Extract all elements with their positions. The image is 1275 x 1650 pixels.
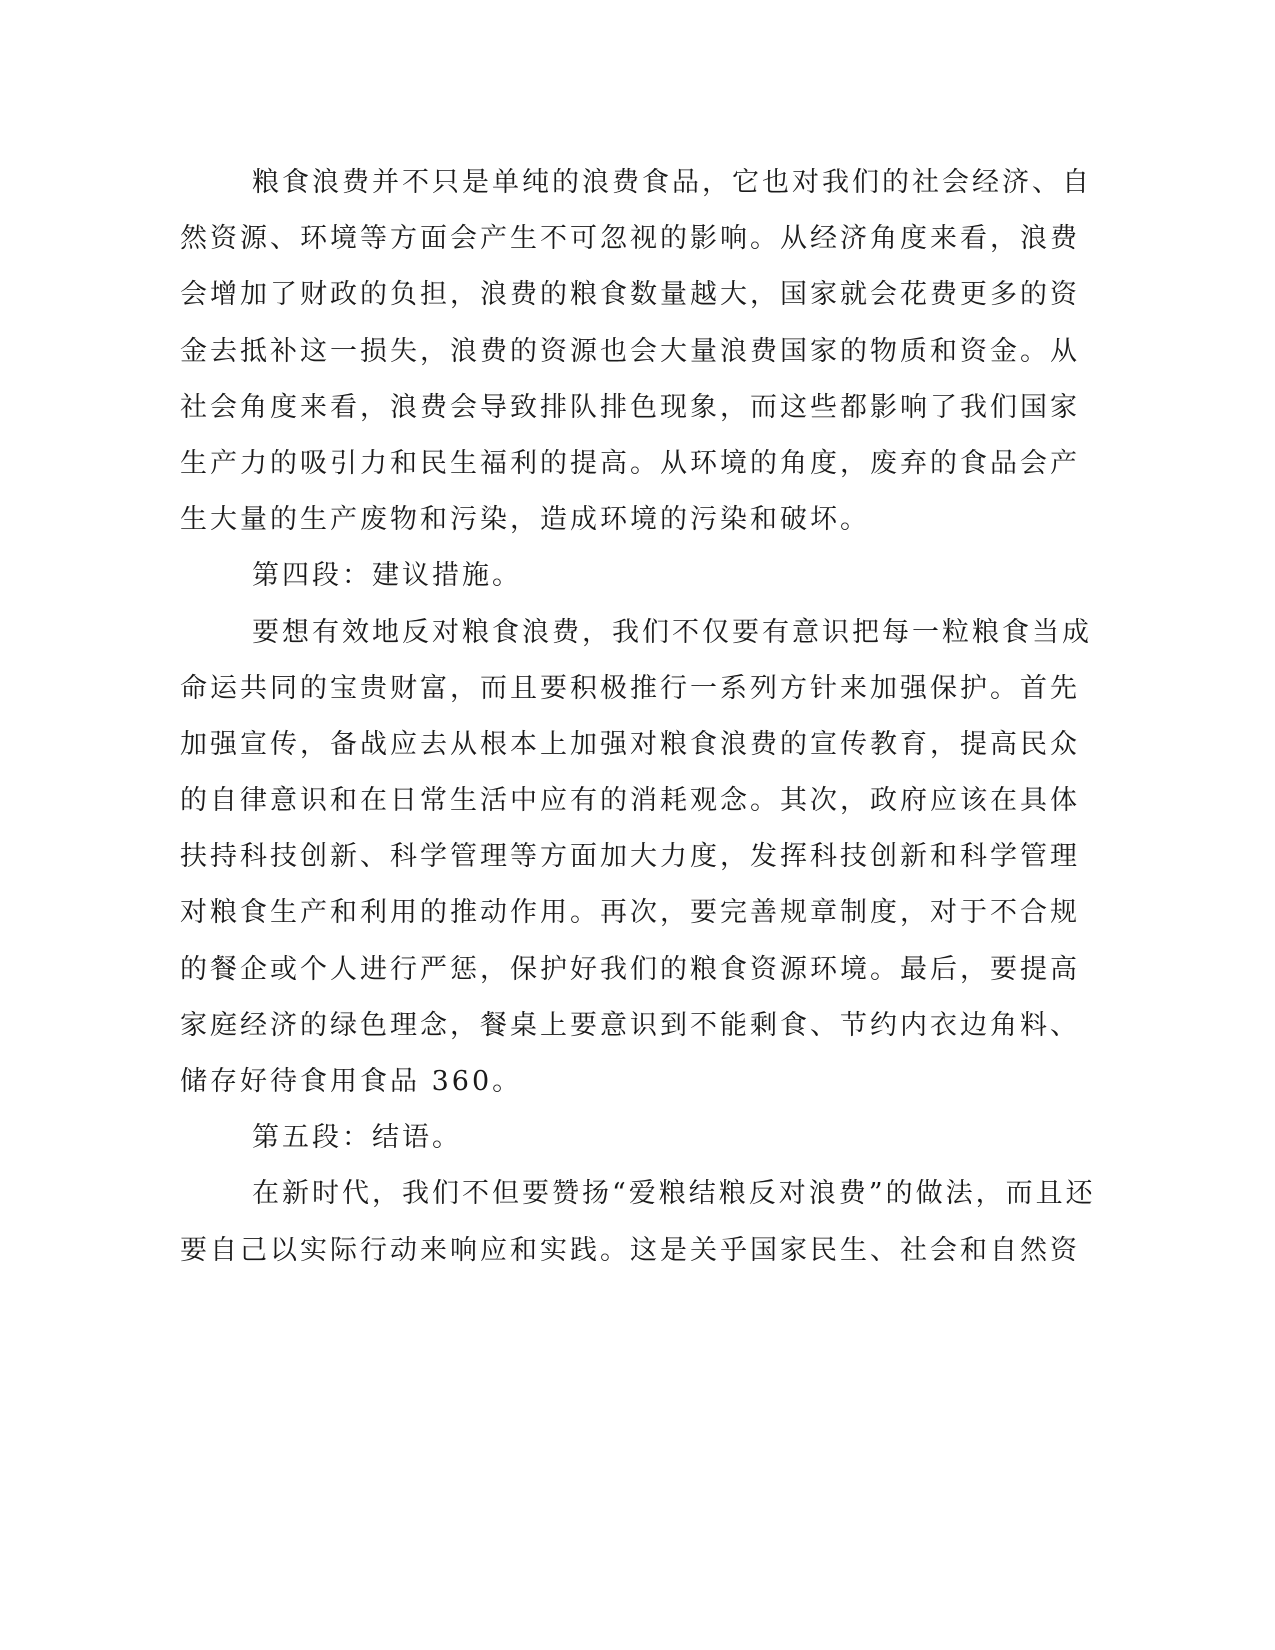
text-line: 家庭经济的绿色理念，餐桌上要意识到不能剩食、节约内衣边角料、 <box>180 1009 1080 1041</box>
text-line: 生产力的吸引力和民生福利的提高。从环境的角度，废弃的食品会产 <box>180 447 1080 479</box>
text-line: 在新时代，我们不但要赞扬“爱粮结粮反对浪费”的做法，而且还 <box>252 1178 1096 1210</box>
text-line: 金去抵补这一损失，浪费的资源也会大量浪费国家的物质和资金。从 <box>180 335 1080 367</box>
text-line: 社会角度来看，浪费会导致排队排色现象，而这些都影响了我们国家 <box>180 391 1080 423</box>
text-line: 的自律意识和在日常生活中应有的消耗观念。其次，政府应该在具体 <box>180 785 1080 817</box>
text-line: 对粮食生产和利用的推动作用。再次，要完善规章制度，对于不合规 <box>180 897 1080 929</box>
text-line: 然资源、环境等方面会产生不可忽视的影响。从经济角度来看，浪费 <box>180 223 1080 255</box>
text-line: 要自己以实际行动来响应和实践。这是关乎国家民生、社会和自然资 <box>180 1234 1080 1266</box>
text-line: 储存好待食用食品 360。 <box>180 1066 523 1097</box>
text-line: 第四段：建议措施。 <box>252 560 522 592</box>
text-line: 粮食浪费并不只是单纯的浪费食品，它也对我们的社会经济、自 <box>252 167 1092 198</box>
text-line: 加强宣传，备战应去从根本上加强对粮食浪费的宣传教育，提高民众 <box>180 728 1080 760</box>
text-line: 命运共同的宝贵财富，而且要积极推行一系列方针来加强保护。首先 <box>180 672 1080 704</box>
text-line: 第五段：结语。 <box>252 1122 462 1154</box>
document-body <box>180 155 1096 1279</box>
text-line: 扶持科技创新、科学管理等方面加大力度，发挥科技创新和科学管理 <box>180 841 1080 873</box>
text-line: 会增加了财政的负担，浪费的粮食数量越大，国家就会花费更多的资 <box>180 279 1080 311</box>
text-line: 要想有效地反对粮食浪费，我们不仅要有意识把每一粒粮食当成 <box>252 616 1092 648</box>
text-line: 生大量的生产废物和污染，造成环境的污染和破坏。 <box>180 504 870 536</box>
text-line: 的餐企或个人进行严惩，保护好我们的粮食资源环境。最后，要提高 <box>180 953 1080 985</box>
